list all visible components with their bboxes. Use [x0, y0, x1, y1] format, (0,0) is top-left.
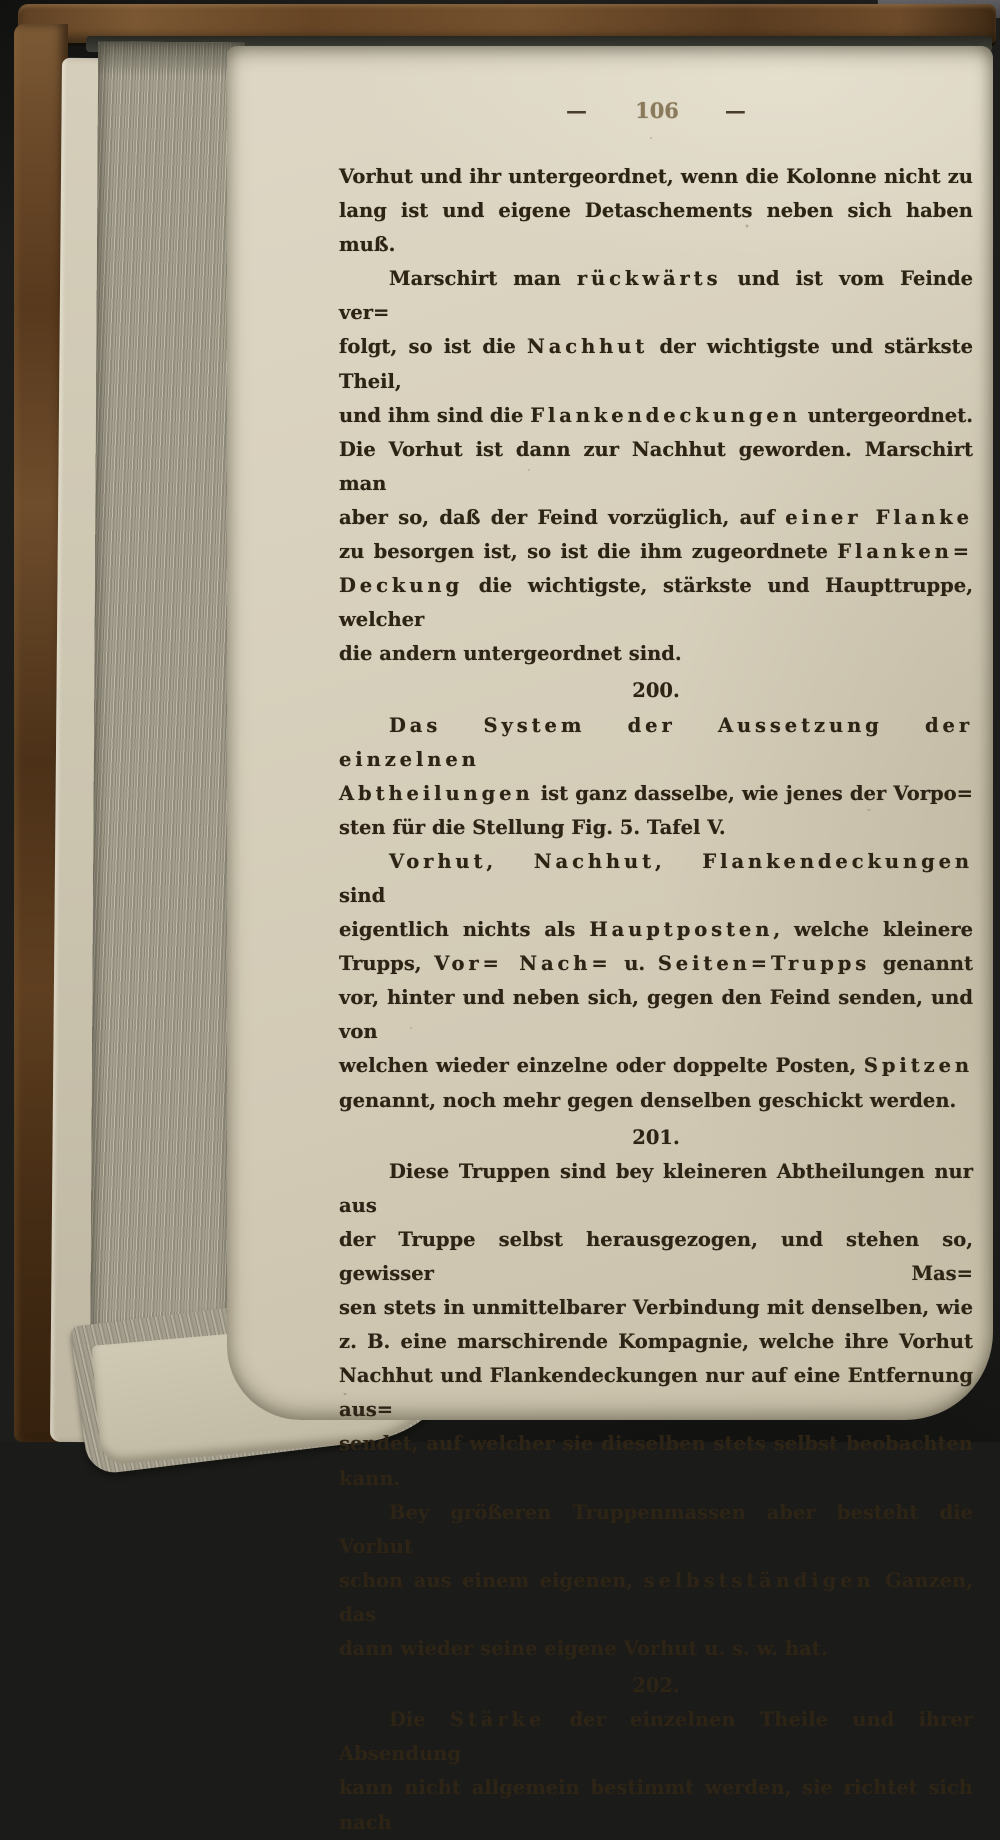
text-segment: Die [389, 1708, 450, 1732]
text-segment: z. B. eine marschirende Kompagnie, welche ihre Vorhut [339, 1330, 973, 1354]
text-segment: ist ganz dasselbe, wie jenes der Vorpo= [533, 781, 973, 805]
text-line [339, 194, 973, 262]
emphasized-text: Das System der Aussetzung der einzelnen [339, 713, 973, 771]
text-segment: Nachhut und Flankendeckungen nur auf eine Entfernung aus= [339, 1364, 973, 1422]
text-line [339, 811, 973, 845]
text-line [339, 1325, 973, 1359]
section-number: 202. [632, 1674, 680, 1698]
text-segment: Ganzen, das [339, 1568, 973, 1626]
text-segment: Diese Truppen sind bey kleineren Abtheilungen nur aus [339, 1159, 973, 1217]
text-line [339, 913, 973, 947]
text-segment: sendet, auf welcher sie dieselben stets selbst beobachten kann. [339, 1432, 973, 1490]
text-line [339, 569, 973, 637]
text-line [339, 1084, 973, 1118]
text-line [339, 1049, 973, 1083]
emphasized-text: Deckung [339, 574, 463, 598]
text-segment: , welche kleinere [773, 918, 973, 942]
emphasized-text: Stärke [449, 1708, 546, 1732]
text-segment: und ist vom Feinde ver= [339, 267, 973, 325]
text-line [339, 1632, 973, 1666]
paragraph [339, 1703, 973, 1839]
text-segment: der wichtigste und stärkste Theil, [339, 335, 973, 393]
text-segment: der einzelnen Theile und ihrer Absendung [339, 1708, 974, 1766]
text-segment: zu besorgen ist, so ist die ihm zugeordnete [339, 540, 838, 564]
emphasized-text: Flankendeckungen [530, 403, 801, 427]
text-segment: Die Vorhut ist dann zur Nachhut geworden. Marschirt man [339, 437, 973, 495]
text-segment: sen stets in unmittelbarer Verbindung mit denselben, wie [339, 1296, 973, 1320]
text-line [339, 1359, 973, 1427]
text-segment: dann wieder seine eigene Vorhut u. s. w. hat. [339, 1637, 828, 1661]
text-line [339, 1155, 973, 1223]
emphasized-text: Abtheilungen [339, 781, 534, 805]
text-segment: Marschirt man [389, 267, 577, 291]
header-dash-right: — [724, 98, 749, 123]
text-segment: sind [339, 883, 386, 907]
text-line [339, 777, 973, 811]
text-line [339, 981, 973, 1049]
emphasized-text: rückwärts [576, 267, 722, 291]
text-segment: untergeordnet. [800, 403, 973, 427]
text-line [339, 637, 973, 671]
text-segment: welchen wieder einzelne oder doppelte Posten, [339, 1054, 864, 1078]
text-line [339, 1771, 973, 1839]
text-segment: Vorhut und ihr untergeordnet, wenn die Kolonne nicht zu [339, 165, 973, 188]
paragraph [339, 1496, 973, 1666]
text-line [339, 1223, 973, 1291]
text-line [339, 845, 973, 913]
text-segment: eigentlich nichts als [339, 918, 590, 942]
text-segment: der Truppe selbst herausgezogen, und stehen so, gewisser Mas= [339, 1227, 973, 1285]
emphasized-text: Flanken= [837, 540, 973, 564]
header-dash-left: — [565, 98, 590, 123]
text-segment: und ihm sind die [339, 403, 531, 427]
text-line [339, 1496, 973, 1564]
text-segment: folgt, so ist die [339, 335, 528, 359]
text-line [339, 501, 973, 535]
book-page [227, 46, 993, 1834]
text-line [339, 433, 973, 501]
text-line [339, 330, 973, 398]
fanned-page-edges [90, 42, 245, 1443]
text-segment: die andern untergeordnet sind. [339, 642, 682, 666]
text-line [339, 1427, 973, 1495]
text-line [339, 709, 973, 777]
paragraph [339, 709, 973, 845]
emphasized-text: Seiten=Trupps [657, 952, 871, 976]
emphasized-text: Vorhut, Nachhut, Flankendeckungen [389, 849, 973, 873]
text-segment: Trupps, [339, 952, 435, 976]
text-segment: genannt, noch mehr gegen denselben geschickt werden. [339, 1088, 957, 1112]
text-segment: schon aus einem eigenen, [339, 1568, 644, 1592]
text-line [339, 399, 973, 433]
emphasized-text: Spitzen [863, 1054, 973, 1078]
text-line [339, 947, 973, 981]
text-segment: sten für die Stellung Fig. 5. Tafel V. [339, 815, 726, 839]
text-line [339, 1291, 973, 1325]
text-line [339, 1564, 973, 1632]
text-segment: vor, hinter und neben sich, gegen den Feind senden, und von [339, 986, 973, 1044]
emphasized-text: Vor= Nach= [434, 952, 612, 976]
emphasized-text: Hauptposten [589, 918, 774, 942]
page-number: 106 [635, 98, 679, 123]
paragraph [339, 845, 973, 1118]
section-number: 201. [632, 1125, 680, 1149]
text-segment: Bey größeren Truppenmassen aber besteht die Vorhut [339, 1500, 973, 1558]
text-segment: lang ist und eigene Detaschements neben sich haben muß. [339, 199, 973, 257]
text-line [339, 262, 973, 330]
emphasized-text: selbstständigen [643, 1568, 875, 1592]
text-segment: kann nicht allgemein bestimmt werden, sie richtet sich nach [339, 1776, 973, 1834]
text-line [339, 160, 973, 194]
paragraph [339, 1155, 973, 1496]
emphasized-text: Nachhut [527, 335, 649, 359]
text-segment: u. [611, 952, 658, 976]
paragraph [339, 262, 973, 671]
text-segment: die wichtigste, stärkste und Haupttruppe, welcher [339, 574, 973, 632]
page-header [339, 98, 975, 123]
page-text [339, 160, 973, 1840]
paragraph [339, 160, 973, 262]
text-line [339, 1703, 973, 1771]
text-segment: genannt [870, 952, 973, 976]
text-segment: aber so, daß der Feind vorzüglich, auf [339, 505, 786, 529]
section-number: 200. [632, 679, 680, 703]
text-line [339, 535, 973, 569]
emphasized-text: einer Flanke [785, 505, 973, 529]
